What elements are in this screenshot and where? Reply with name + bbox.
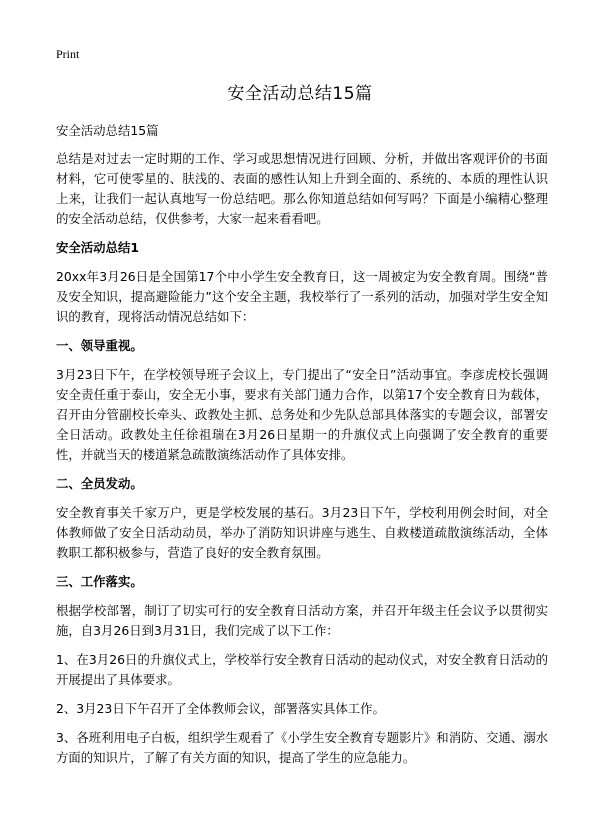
section-heading: 安全活动总结1 [56, 240, 139, 255]
heading-mobilization: 二、全员发动。 [56, 476, 143, 491]
heading-implementation: 三、工作落实。 [56, 574, 143, 589]
print-link[interactable]: Print [56, 47, 80, 61]
article-body [56, 121, 548, 777]
article-subtitle: 安全活动总结15篇 [56, 123, 159, 138]
list-item-1: 1、在3月26日的升旗仪式上，学校举行安全教育日活动的起动仪式，对安全教育日活动的开展提出了具体要求。 [56, 652, 548, 687]
heading-leadership: 一、领导重视。 [56, 338, 143, 353]
page-title: 安全活动总结15篇 [227, 84, 373, 104]
intro-paragraph: 总结是对过去一定时期的工作、学习或思想情况进行回顾、分析，并做出客观评价的书面材料，它可使零星的、肤浅的、表面的感性认知上升到全面的、系统的、本质的理性认识上来，让我们一起认真地写一份总结吧。那么你知道总结如何写吗？下面是小编精心整理的安全活动总结，仅供参考，大家一起来看看吧。 [56, 151, 548, 226]
paragraph-1: 20xx年3月26日是全国第17个中小学生安全教育日，这一周被定为安全教育周。围绕“普及安全知识，提高避险能力”这个安全主题，我校举行了一系列的活动，加强对学生安全知识的教育，现将活动情况总结如下： [56, 269, 548, 324]
list-item-3: 3、各班利用电子白板，组织学生观看了《小学生安全教育专题影片》和消防、交通、溺水方面的知识片，了解了有关方面的知识，提高了学生的应急能力。 [56, 730, 548, 765]
paragraph-4: 根据学校部署，制订了切实可行的安全教育日活动方案，并召开年级主任会议予以贯彻实施，自3月26日到3月31日，我们完成了以下工作： [56, 603, 548, 638]
paragraph-3: 安全教育事关千家万户，更是学校发展的基石。3月23日下午，学校利用例会时间，对全体教师做了安全日活动动员，举办了消防知识讲座与逃生、自救楼道疏散演练活动，全体教职工都积极参与，营造了良好的安全教育氛围。 [56, 505, 548, 560]
paragraph-2: 3月23日下午，在学校领导班子会议上，专门提出了“安全日”活动事宜。李彦虎校长强调安全责任重于泰山，安全无小事，要求有关部门通力合作，以第17个安全教育日为载体，召开由分管副校长牵头、政教处主抓、总务处和少先队总部具体落实的专题会议，部署安全日活动。政教处主任徐祖瑞在3月26日星期一的升旗仪式上向强调了安全教育的重要性，并就当天的楼道紧急疏散演练活动作了具体安排。 [56, 367, 548, 462]
list-item-2: 2、3月23日下午召开了全体教师会议，部署落实具体工作。 [56, 701, 385, 716]
